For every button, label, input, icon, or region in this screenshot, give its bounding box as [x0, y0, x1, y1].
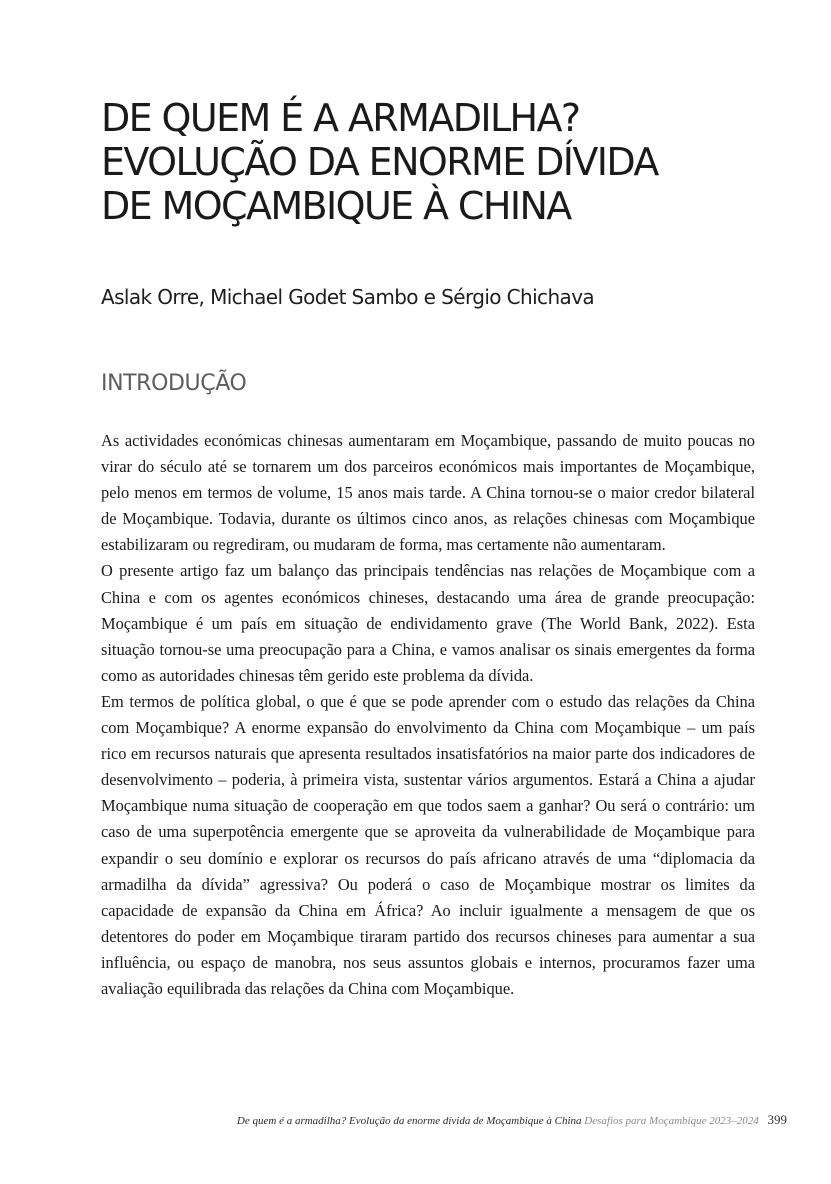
section-heading: INTRODUÇÃO — [101, 371, 247, 396]
paragraph-3: Em termos de política global, o que é que se pode aprender com o estudo das relações da China com Moçambique? A enorme expansão do envolvimento da China com Moçambique – um país rico em recursos naturais que apresenta resultados insatisfatórios na maior parte dos indicadores de desenvolvimento – poderia, à primeira vista, sustentar vários argumentos. Estará a China a ajudar Moçambique numa situação de cooperação em que todos saem a ganhar? Ou será o contrário: um caso de uma superpotência emergente que se aproveita da vulnerabilidade de Moçambique para expandir o seu domínio e explorar os recursos do país africano através de uma “diplomacia da armadilha da dívida” agressiva? Ou poderá o caso de Moçambique mostrar os limites da capacidade de expansão da China em África? Ao incluir igualmente a mensagem de que os detentores do poder em Moçambique tiraram partido dos recursos chineses para aumentar a sua influência, ou espaço de manobra, nos seus assuntos globais e internos, procuramos fazer uma avaliação equilibrada das relações da China com Moçambique. — [101, 691, 755, 998]
page-number: 399 — [767, 1112, 787, 1127]
page-footer — [237, 1112, 787, 1128]
paragraph-1: As actividades económicas chinesas aumentaram em Moçambique, passando de muito poucas no virar do século até se tornarem um dos parceiros económicos mais importantes de Moçambique, pelo menos em termos de volume, 15 anos mais tarde. A China tornou-se o maior credor bilateral de Moçambique. Todavia, durante os últimos cinco anos, as relações chinesas com Moçambique estabilizaram ou regrediram, ou mudaram de forma, mas certamente não aumentaram. — [101, 431, 755, 555]
footer-series-title: Desafios para Moçambique 2023–2024 — [584, 1115, 759, 1127]
body-text — [101, 428, 755, 1002]
paragraph-2: O presente artigo faz um balanço das principais tendências nas relações de Moçambique com a China e com os agentes económicos chineses, destacando uma área de grande preocupação: Moçambique é um país em situação de endividamento grave (The World Bank, 2022). Esta situação tornou-se uma preocupação para a China, e vamos analisar os sinais emergentes da forma como as autoridades chinesas têm gerido este problema da dívida. — [101, 561, 755, 685]
chapter-title-line-1: DE QUEM É A ARMADILHA? — [101, 96, 580, 140]
chapter-title-line-3: DE MOÇAMBIQUE À CHINA — [101, 184, 571, 228]
chapter-title — [101, 96, 741, 228]
footer-running-title: De quem é a armadilha? Evolução da enorme dívida de Moçambique à China — [236, 1115, 582, 1127]
authors-line: Aslak Orre, Michael Godet Sambo e Sérgio Chichava — [101, 285, 595, 309]
chapter-title-line-2: EVOLUÇÃO DA ENORME DÍVIDA — [101, 140, 658, 184]
